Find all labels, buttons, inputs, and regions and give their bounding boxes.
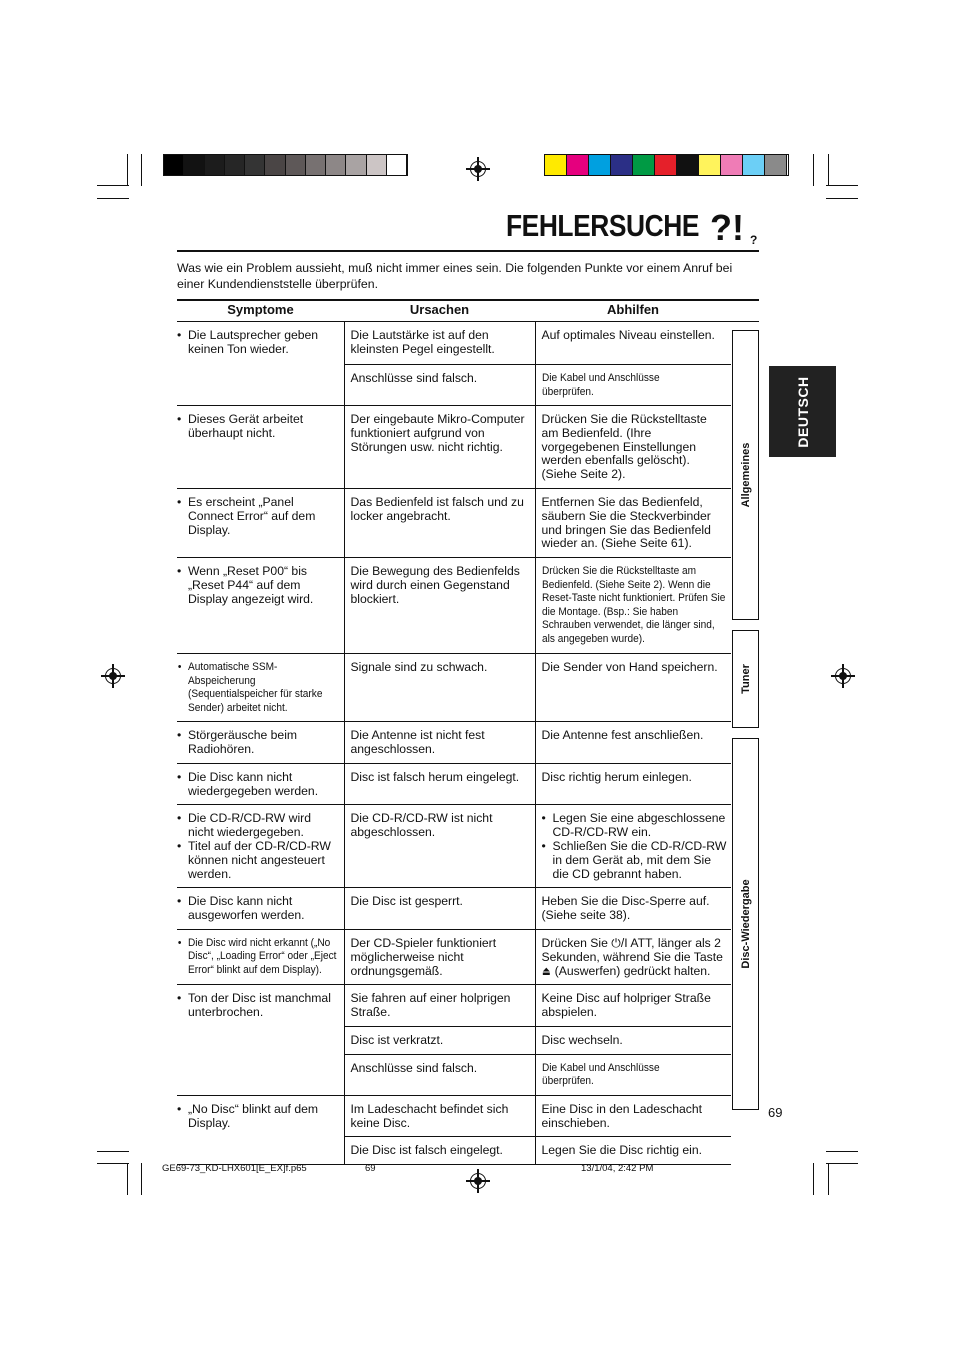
section-label-allgemeines: Allgemeines <box>732 330 759 620</box>
remedy: Die Kabel und Anschlüsse überprüfen. <box>541 1061 660 1088</box>
registration-mark-icon <box>105 668 121 684</box>
section-label-disc: Disc-Wiedergabe <box>732 738 759 1110</box>
table-row <box>177 488 759 557</box>
svg-text:?: ? <box>750 233 758 246</box>
header-symptome: Symptome <box>177 299 344 322</box>
symptom: • Die Disc wird nicht erkannt („No Disc“, „Loading Error“ oder „Eject Error“ blinkt auf dem Display). <box>188 937 343 978</box>
cause: Die Antenne ist nicht fest angeschlossen. <box>350 728 485 756</box>
registration-mark-icon <box>835 668 851 684</box>
color-swatch <box>387 155 407 175</box>
table-row <box>177 805 759 888</box>
color-swatch <box>245 155 265 175</box>
color-swatch <box>611 155 633 175</box>
color-swatch <box>184 155 204 175</box>
remedy: Disc richtig herum einlegen. <box>541 769 692 784</box>
remedy: Disc wechseln. <box>541 1032 623 1047</box>
table-row <box>177 985 759 1027</box>
remedy: Die Antenne fest anschließen. <box>541 728 704 743</box>
symptom: • Die Disc kann nicht wiedergegeben werden. <box>188 771 339 799</box>
remedy: Heben Sie die Disc-Sperre auf. (Siehe seite 38). <box>541 894 710 923</box>
footer-page: 69 <box>365 1163 376 1174</box>
remedy: Drücken Sie die Rückstelltaste am Bedienfeld. (Siehe Seite 2). Wenn die Reset-Taste nicht funktioniert. Prüfen Sie die Montage. (Bsp.: Sie haben Schrauben verwendet, die länger sind, als angegeben wurde). <box>541 565 725 645</box>
symptom: • Störgeräusche beim Radiohören. <box>188 729 339 757</box>
symptom: • Wenn „Reset P00“ bis „Reset P44“ auf dem Display angezeigt wird. <box>188 565 339 606</box>
remedy: Auf optimales Niveau einstellen. <box>541 328 715 342</box>
color-swatch <box>265 155 285 175</box>
cause: Die Disc ist falsch eingelegt. <box>350 1143 503 1158</box>
color-swatch <box>699 155 721 175</box>
remedy: • Legen Sie eine abgeschlossene CD-R/CD-RW ein. <box>542 812 728 840</box>
page-number: 69 <box>768 1105 783 1120</box>
table-row <box>177 558 759 654</box>
table-row <box>177 322 759 365</box>
color-swatch <box>205 155 225 175</box>
color-swatch <box>545 155 567 175</box>
symptom: • Die Disc kann nicht ausgeworfen werden. <box>188 895 339 923</box>
color-swatch <box>721 155 743 175</box>
table-row <box>177 406 759 489</box>
cause: Im Ladeschacht befindet sich keine Disc. <box>350 1101 509 1130</box>
color-swatch <box>655 155 677 175</box>
color-swatch <box>567 155 589 175</box>
color-swatch <box>367 155 387 175</box>
color-swatch <box>743 155 765 175</box>
color-swatch <box>589 155 611 175</box>
table-row <box>177 1095 759 1137</box>
section-label-tuner: Tuner <box>732 630 759 728</box>
remedy: Entfernen Sie das Bedienfeld, säubern Sie die Steckverbinder und bringen Sie das Bedienfeld wieder an. (Siehe Seite 61). <box>541 494 711 551</box>
registration-mark-icon <box>470 161 486 177</box>
registration-mark-icon <box>470 1173 486 1189</box>
color-swatch <box>633 155 655 175</box>
cause: Anschlüsse sind falsch. <box>350 371 478 385</box>
cause: Das Bedienfeld ist falsch und zu locker angebracht. <box>350 494 524 523</box>
cause: Signale sind zu schwach. <box>350 660 488 675</box>
table-row <box>177 763 759 805</box>
cause: Die Lautstärke ist auf den kleinsten Pegel eingestellt. <box>350 328 495 356</box>
table-row <box>177 929 759 984</box>
cause: Anschlüsse sind falsch. <box>350 1060 478 1075</box>
cause: Die Disc ist gesperrt. <box>350 894 463 909</box>
symptom: • Dieses Gerät arbeitet überhaupt nicht. <box>188 413 339 441</box>
table-row <box>177 654 759 722</box>
symptom: • Es erscheint „Panel Connect Error“ auf dem Display. <box>188 496 339 537</box>
remedy: Drücken Sie die Rückstelltaste am Bedienfeld. (Ihre vorgegebenen Einstellungen werden ebenfalls gelöscht). (Siehe Seite 2). <box>541 412 707 482</box>
color-swatch <box>346 155 366 175</box>
remedy: Eine Disc in den Ladeschacht einschieben. <box>541 1101 703 1130</box>
svg-text:?!: ?! <box>710 207 744 246</box>
symptom: • „No Disc“ blinkt auf dem Display. <box>188 1103 339 1131</box>
color-swatch <box>225 155 245 175</box>
color-calibration-bar <box>544 154 789 176</box>
symptom: • Die Lautsprecher geben keinen Ton wieder. <box>188 329 339 357</box>
color-swatch <box>765 155 787 175</box>
symptom: • Die CD-R/CD-RW wird nicht wiedergegeben. <box>188 812 339 840</box>
remedy-2: • Schließen Sie die CD-R/CD-RW in dem Gerät ab, mit dem Sie die CD gebrannt haben. <box>542 840 728 881</box>
cause: Die CD-R/CD-RW ist nicht abgeschlossen. <box>350 811 493 840</box>
color-swatch <box>286 155 306 175</box>
table-row <box>177 888 759 930</box>
cause: Der eingebaute Mikro-Computer funktioniert aufgrund von Störungen usw. nicht richtig. <box>350 412 525 454</box>
symptom: • Automatische SSM-Abspeicherung (Sequentialspeicher für starke Sender) arbeitet nicht. <box>188 661 338 715</box>
page-title: FEHLERSUCHE <box>506 208 699 243</box>
language-tab: DEUTSCH <box>769 366 836 457</box>
grayscale-calibration-bar <box>163 154 408 176</box>
table-row <box>177 722 759 764</box>
symptom-2: • Titel auf der CD-R/CD-RW können nicht angesteuert werden. <box>188 840 339 881</box>
cause: Disc ist verkratzt. <box>350 1032 444 1047</box>
troubleshooting-table <box>177 299 759 1165</box>
remedy: Drücken Sie ⏻/I ATT, länger als 2 Sekunden, während Sie die Taste ⏏ (Auswerfen) gedrückt halten. <box>541 935 723 978</box>
symptom: • Ton der Disc ist manchmal unterbrochen. <box>188 992 339 1020</box>
cause: Die Bewegung des Bedienfelds wird durch einen Gegenstand blockiert. <box>350 564 520 606</box>
header-ursachen: Ursachen <box>344 299 535 322</box>
remedy: Legen Sie die Disc richtig ein. <box>541 1143 703 1158</box>
remedy: Die Kabel und Anschlüsse überprüfen. <box>541 372 660 398</box>
cause: Disc ist falsch herum eingelegt. <box>350 769 520 784</box>
remedy: Keine Disc auf holpriger Straße abspielen. <box>541 991 711 1020</box>
color-swatch <box>677 155 699 175</box>
footer-date: 13/1/04, 2:42 PM <box>581 1163 654 1174</box>
color-swatch <box>326 155 346 175</box>
question-exclamation-icon <box>708 206 760 246</box>
footer-file: GE69-73_KD-LHX601[E_EX]f.p65 <box>162 1163 307 1174</box>
cause: Der CD-Spieler funktioniert möglicherweise nicht ordnungsgemäß. <box>350 935 497 978</box>
cause: Sie fahren auf einer holprigen Straße. <box>350 991 511 1020</box>
color-swatch <box>306 155 326 175</box>
header-abhilfen: Abhilfen <box>535 299 731 322</box>
color-swatch <box>164 155 184 175</box>
intro-text: Was wie ein Problem aussieht, muß nicht immer eines sein. Die folgenden Punkte vor einem Anruf bei einer Kundendienststelle überprüfen. <box>177 261 733 291</box>
remedy: Die Sender von Hand speichern. <box>541 660 718 675</box>
